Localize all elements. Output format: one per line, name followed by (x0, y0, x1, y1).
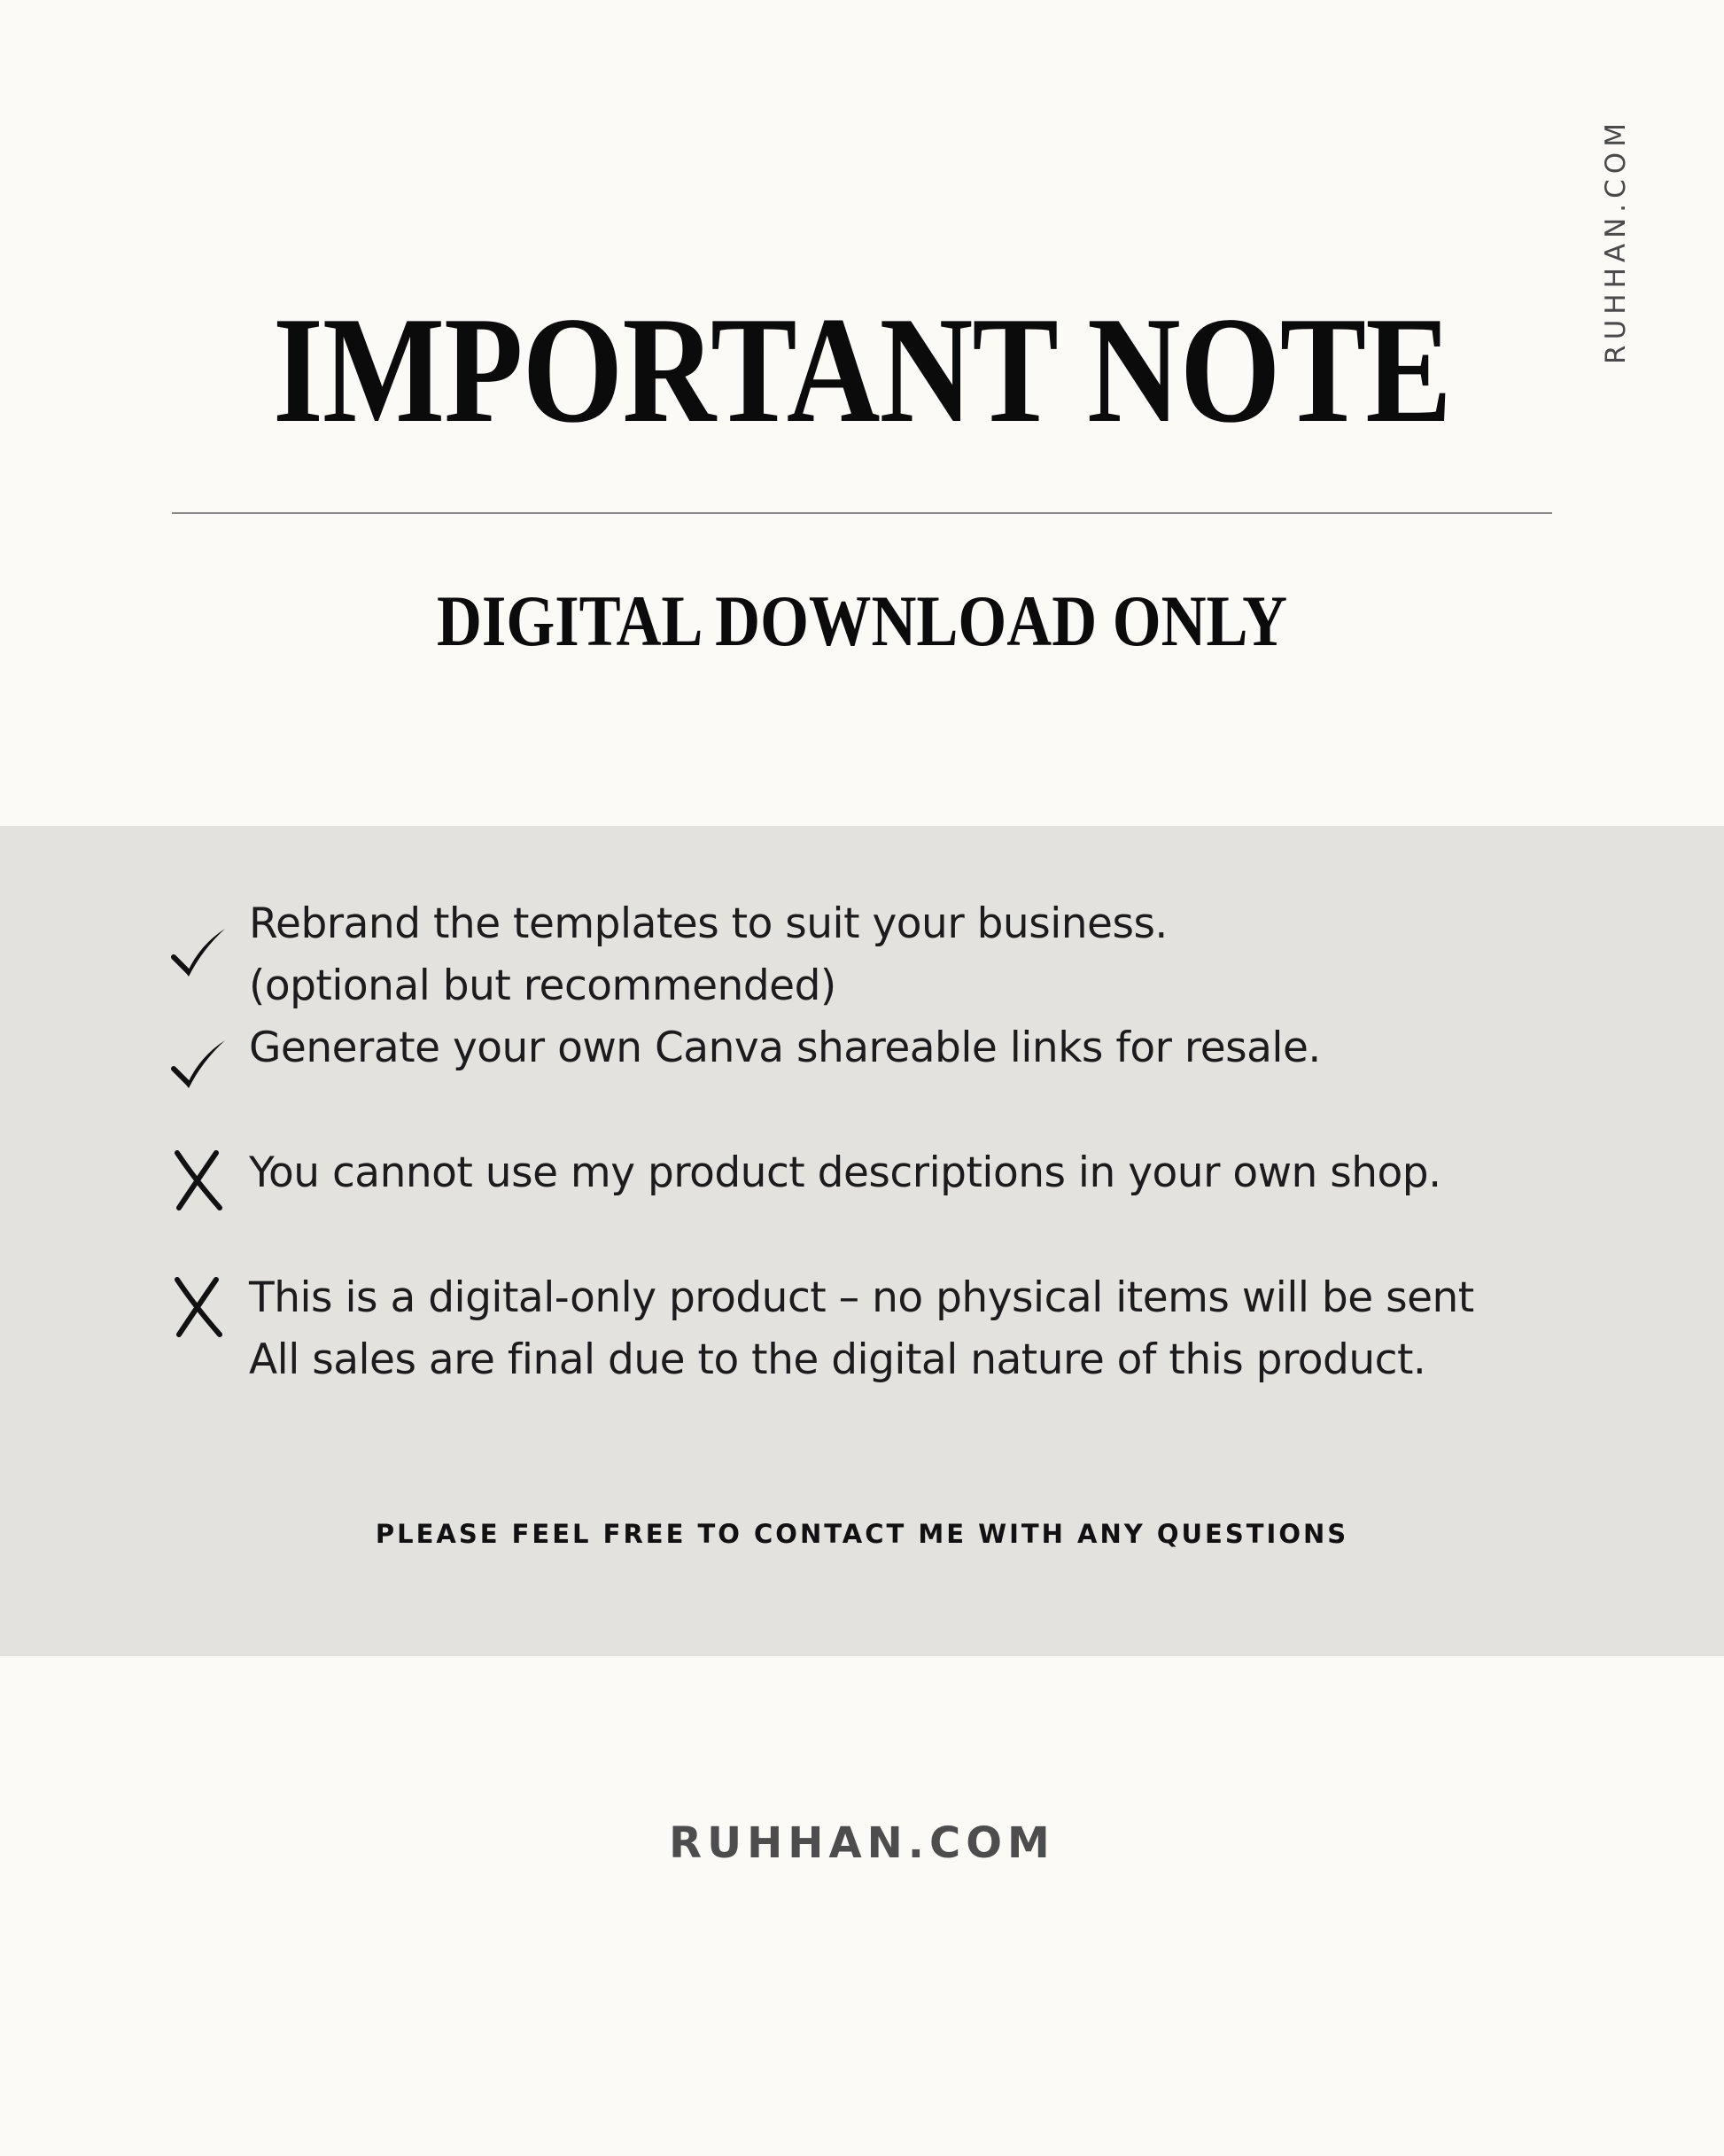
list-item-line: You cannot use my product descriptions in your own shop. (249, 1148, 1441, 1197)
check-icon (170, 1035, 229, 1097)
contact-note: PLEASE FEEL FREE TO CONTACT ME WITH ANY QUESTIONS (375, 1519, 1349, 1549)
page-subtitle: DIGITAL DOWNLOAD ONLY (436, 580, 1288, 661)
list-item-text (249, 1017, 1631, 1079)
list-item-text (249, 1267, 1631, 1391)
cross-icon (170, 1149, 229, 1211)
side-brand: RUHHAN.COM (1600, 118, 1632, 364)
list-item-line: Generate your own Canva shareable links for resale. (249, 1024, 1321, 1072)
list-item-line: This is a digital-only product – no physical items will be sent (249, 1273, 1474, 1322)
list-item-line: Rebrand the templates to suit your business. (249, 899, 1168, 948)
list-item-text (249, 1142, 1631, 1204)
list-item-line: All sales are final due to the digital nature of this product. (249, 1335, 1426, 1384)
list-item-text (249, 893, 1631, 1017)
divider (172, 512, 1552, 514)
footer-brand-link[interactable]: RUHHAN.COM (669, 1818, 1055, 1868)
cross-icon (170, 1276, 229, 1338)
list-item-line: (optional but recommended) (249, 961, 836, 1010)
page-title: IMPORTANT NOTE (272, 286, 1452, 455)
check-icon (170, 923, 229, 985)
